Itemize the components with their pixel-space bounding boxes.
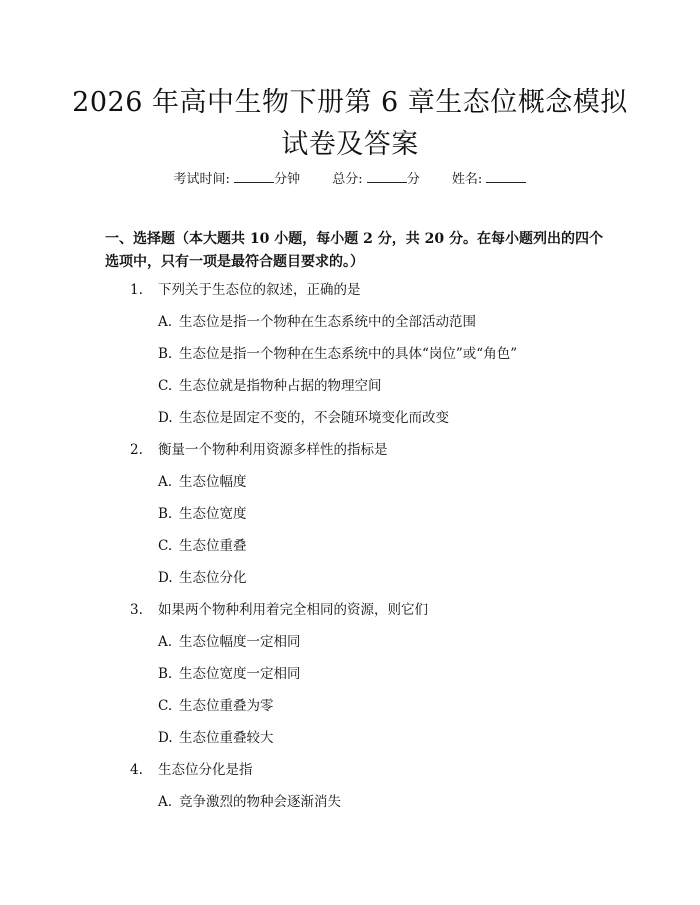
exam-meta-line: [0, 168, 700, 190]
answer-option: [158, 472, 247, 492]
answer-option: [158, 664, 301, 684]
answer-option: [158, 344, 517, 364]
option-letter: B.: [158, 506, 173, 522]
question-number: 3.: [130, 602, 143, 618]
exam-time-blank: [234, 168, 274, 183]
answer-option: [158, 504, 247, 524]
option-letter: C.: [158, 378, 173, 394]
answer-option: [158, 408, 449, 428]
question-stem: [130, 760, 253, 780]
exam-time-unit: 分钟: [274, 172, 301, 187]
student-name-field: [452, 168, 527, 190]
option-letter: C.: [158, 538, 173, 554]
option-letter: C.: [158, 698, 173, 714]
question-number: 2.: [130, 442, 143, 458]
answer-option: [158, 728, 274, 748]
total-score-unit: 分: [406, 172, 420, 187]
option-letter: A.: [158, 474, 173, 490]
option-letter: B.: [158, 666, 173, 682]
option-text: 生态位是指一个物种在生态系统中的具体“岗位”或“角色”: [179, 346, 518, 362]
section-heading-multiple-choice: 一、选择题（本大题共 10 小题，每小题 2 分，共 20 分。在每小题列出的四个选项中，只有一项是最符合题目要求的。）: [105, 231, 603, 270]
answer-option: [158, 376, 382, 396]
total-score-field: [332, 168, 420, 190]
question-text: 生态位分化是指: [158, 762, 253, 778]
exam-title: 2026 年高中生物下册第 6 章生态位概念模拟试卷及答案: [72, 87, 628, 160]
option-text: 生态位幅度: [179, 474, 247, 490]
question-number: 4.: [130, 762, 143, 778]
option-text: 生态位重叠较大: [179, 730, 274, 746]
student-name-label: 姓名:: [451, 172, 483, 187]
option-text: 生态位是指一个物种在生态系统中的全部活动范围: [179, 314, 476, 330]
option-text: 生态位是固定不变的，不会随环境变化而改变: [179, 410, 449, 426]
option-letter: A.: [158, 634, 173, 650]
option-text: 生态位宽度: [179, 506, 247, 522]
question-stem: [130, 440, 388, 460]
total-score-label: 总分:: [332, 172, 363, 187]
option-text: 生态位重叠为零: [179, 698, 274, 714]
option-text: 生态位宽度一定相同: [179, 666, 301, 682]
option-text: 生态位就是指物种占据的物理空间: [179, 378, 382, 394]
option-letter: D.: [158, 730, 173, 746]
question-text: 衡量一个物种利用资源多样性的指标是: [158, 442, 388, 458]
student-name-blank: [486, 168, 526, 183]
question-stem: [130, 280, 361, 300]
question-number: 1.: [130, 282, 143, 298]
answer-option: [158, 312, 476, 332]
option-text: 生态位分化: [179, 570, 247, 586]
answer-option: [158, 792, 341, 812]
option-text: 生态位幅度一定相同: [179, 634, 301, 650]
question-text: 如果两个物种利用着完全相同的资源，则它们: [158, 602, 428, 618]
exam-time-label: 考试时间:: [173, 172, 230, 187]
option-letter: D.: [158, 570, 173, 586]
option-letter: D.: [158, 410, 173, 426]
option-letter: B.: [158, 346, 173, 362]
option-letter: A.: [158, 314, 173, 330]
option-letter: A.: [158, 794, 173, 810]
answer-option: [158, 568, 247, 588]
answer-option: [158, 696, 274, 716]
answer-option: [158, 632, 301, 652]
question-stem: [130, 600, 428, 620]
question-text: 下列关于生态位的叙述，正确的是: [158, 282, 361, 298]
option-text: 竞争激烈的物种会逐渐消失: [179, 794, 341, 810]
total-score-blank: [367, 168, 407, 183]
exam-time-field: [174, 168, 301, 190]
option-text: 生态位重叠: [179, 538, 247, 554]
answer-option: [158, 536, 247, 556]
